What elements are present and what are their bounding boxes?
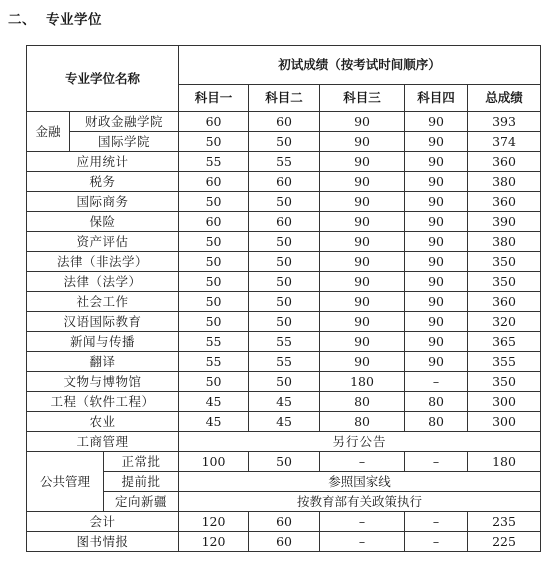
score-cell: 55: [249, 332, 320, 352]
table-row: [27, 252, 541, 272]
score-cell: 90: [405, 132, 468, 152]
total-cell: 380: [468, 232, 541, 252]
score-cell: 50: [249, 252, 320, 272]
score-cell: –: [320, 512, 405, 532]
table-row: [27, 452, 541, 472]
score-cell: 90: [405, 212, 468, 232]
score-cell: 50: [179, 372, 249, 392]
table-row: [27, 192, 541, 212]
score-cell: 180: [320, 372, 405, 392]
score-cell: 60: [249, 172, 320, 192]
score-cell: 55: [249, 152, 320, 172]
score-cell: 80: [405, 412, 468, 432]
score-cell: 90: [320, 332, 405, 352]
section-heading: [8, 8, 102, 28]
score-cell: –: [405, 372, 468, 392]
score-cell: 50: [179, 272, 249, 292]
row-name: 农业: [27, 412, 179, 432]
table-row: [27, 152, 541, 172]
score-cell: 50: [249, 232, 320, 252]
row-name: 财政金融学院: [70, 112, 179, 132]
score-cell: 55: [249, 352, 320, 372]
score-cell: –: [405, 452, 468, 472]
score-cell: 80: [405, 392, 468, 412]
row-name: 定向新疆: [104, 492, 179, 512]
score-cell: 50: [179, 232, 249, 252]
row-name: 会计: [27, 512, 179, 532]
subject-header-4: 科目四: [405, 85, 468, 112]
table-row: [27, 332, 541, 352]
score-cell: 50: [179, 192, 249, 212]
name-header: 专业学位名称: [27, 46, 179, 112]
score-cell: 55: [179, 332, 249, 352]
row-name: 法律（法学）: [27, 272, 179, 292]
score-cell: 80: [320, 412, 405, 432]
total-cell: 365: [468, 332, 541, 352]
score-cell: 90: [405, 332, 468, 352]
row-name: 翻译: [27, 352, 179, 372]
score-cell: 90: [320, 292, 405, 312]
score-cell: 50: [179, 312, 249, 332]
score-cell: 100: [179, 452, 249, 472]
row-name: 新闻与传播: [27, 332, 179, 352]
score-cell: 120: [179, 512, 249, 532]
table-row: [27, 112, 541, 132]
total-cell: 360: [468, 192, 541, 212]
total-cell: 350: [468, 272, 541, 292]
note-cell: 另行公告: [179, 432, 541, 452]
score-cell: –: [405, 512, 468, 532]
score-table: [26, 45, 541, 552]
total-header: 总成绩: [468, 85, 541, 112]
score-cell: 60: [249, 112, 320, 132]
score-cell: 90: [320, 172, 405, 192]
score-cell: 50: [249, 292, 320, 312]
score-cell: 90: [405, 232, 468, 252]
total-cell: 300: [468, 392, 541, 412]
total-cell: 360: [468, 152, 541, 172]
subject-header-2: 科目二: [249, 85, 320, 112]
score-cell: 90: [405, 292, 468, 312]
total-cell: 360: [468, 292, 541, 312]
score-cell: 90: [405, 352, 468, 372]
score-cell: 90: [405, 172, 468, 192]
table-row: [27, 412, 541, 432]
row-name: 图书情报: [27, 532, 179, 552]
score-cell: 90: [405, 252, 468, 272]
table-row: [27, 432, 541, 452]
note-cell: 参照国家线: [179, 472, 541, 492]
score-cell: 90: [320, 312, 405, 332]
table-row: [27, 512, 541, 532]
score-cell: 50: [249, 132, 320, 152]
score-cell: 60: [179, 112, 249, 132]
score-cell: 55: [179, 352, 249, 372]
total-cell: 180: [468, 452, 541, 472]
score-cell: 60: [249, 512, 320, 532]
total-cell: 320: [468, 312, 541, 332]
table-row: [27, 472, 541, 492]
score-cell: 90: [320, 272, 405, 292]
table-row: [27, 172, 541, 192]
total-cell: 380: [468, 172, 541, 192]
score-cell: 45: [179, 392, 249, 412]
score-cell: –: [405, 532, 468, 552]
score-cell: 55: [179, 152, 249, 172]
table-row: [27, 392, 541, 412]
score-cell: 90: [320, 352, 405, 372]
table-row: [27, 212, 541, 232]
total-cell: 300: [468, 412, 541, 432]
table-row: [27, 492, 541, 512]
row-name: 国际商务: [27, 192, 179, 212]
row-name: 保险: [27, 212, 179, 232]
score-cell: 120: [179, 532, 249, 552]
public-admin-label: 公共管理: [27, 452, 104, 512]
total-cell: 393: [468, 112, 541, 132]
score-cell: 90: [405, 192, 468, 212]
table-row: [27, 312, 541, 332]
score-cell: 90: [405, 152, 468, 172]
table-row: [27, 132, 541, 152]
row-name: 正常批: [104, 452, 179, 472]
score-cell: 90: [320, 112, 405, 132]
subject-header-1: 科目一: [179, 85, 249, 112]
total-cell: 374: [468, 132, 541, 152]
total-cell: 350: [468, 372, 541, 392]
row-name: 工程（软件工程）: [27, 392, 179, 412]
score-cell: 90: [320, 192, 405, 212]
score-cell: 60: [179, 172, 249, 192]
subject-header-3: 科目三: [320, 85, 405, 112]
table-row: [27, 292, 541, 312]
score-cell: 90: [405, 272, 468, 292]
score-cell: 90: [320, 152, 405, 172]
score-cell: 50: [249, 272, 320, 292]
score-cell: 50: [179, 132, 249, 152]
table-row: [27, 352, 541, 372]
row-name: 应用统计: [27, 152, 179, 172]
row-name: 国际学院: [70, 132, 179, 152]
score-cell: 90: [320, 252, 405, 272]
row-name: 文物与博物馆: [27, 372, 179, 392]
row-name: 工商管理: [27, 432, 179, 452]
score-cell: 45: [179, 412, 249, 432]
row-name: 汉语国际教育: [27, 312, 179, 332]
score-cell: 90: [320, 132, 405, 152]
row-name: 法律（非法学）: [27, 252, 179, 272]
row-name: 提前批: [104, 472, 179, 492]
score-cell: 50: [249, 452, 320, 472]
row-name: 社会工作: [27, 292, 179, 312]
total-cell: 225: [468, 532, 541, 552]
note-cell: 按教育部有关政策执行: [179, 492, 541, 512]
group-header: 初试成绩（按考试时间顺序）: [179, 46, 541, 85]
score-cell: 90: [405, 312, 468, 332]
score-cell: 60: [249, 532, 320, 552]
score-cell: 90: [320, 212, 405, 232]
score-cell: 50: [179, 252, 249, 272]
score-cell: 90: [320, 232, 405, 252]
table-row: [27, 532, 541, 552]
score-cell: 50: [249, 192, 320, 212]
section-title: 专业学位: [46, 12, 102, 28]
table-row: [27, 372, 541, 392]
score-cell: 50: [249, 372, 320, 392]
score-cell: 50: [179, 292, 249, 312]
score-cell: 80: [320, 392, 405, 412]
total-cell: 350: [468, 252, 541, 272]
finance-label: 金融: [27, 112, 70, 152]
table-row: [27, 272, 541, 292]
score-cell: 60: [179, 212, 249, 232]
score-cell: 45: [249, 392, 320, 412]
score-cell: 50: [249, 312, 320, 332]
row-name: 税务: [27, 172, 179, 192]
score-cell: –: [320, 452, 405, 472]
total-cell: 355: [468, 352, 541, 372]
total-cell: 235: [468, 512, 541, 532]
score-cell: 45: [249, 412, 320, 432]
section-number: 二、: [8, 12, 36, 28]
row-name: 资产评估: [27, 232, 179, 252]
total-cell: 390: [468, 212, 541, 232]
score-cell: –: [320, 532, 405, 552]
score-cell: 90: [405, 112, 468, 132]
table-row: [27, 232, 541, 252]
score-cell: 60: [249, 212, 320, 232]
